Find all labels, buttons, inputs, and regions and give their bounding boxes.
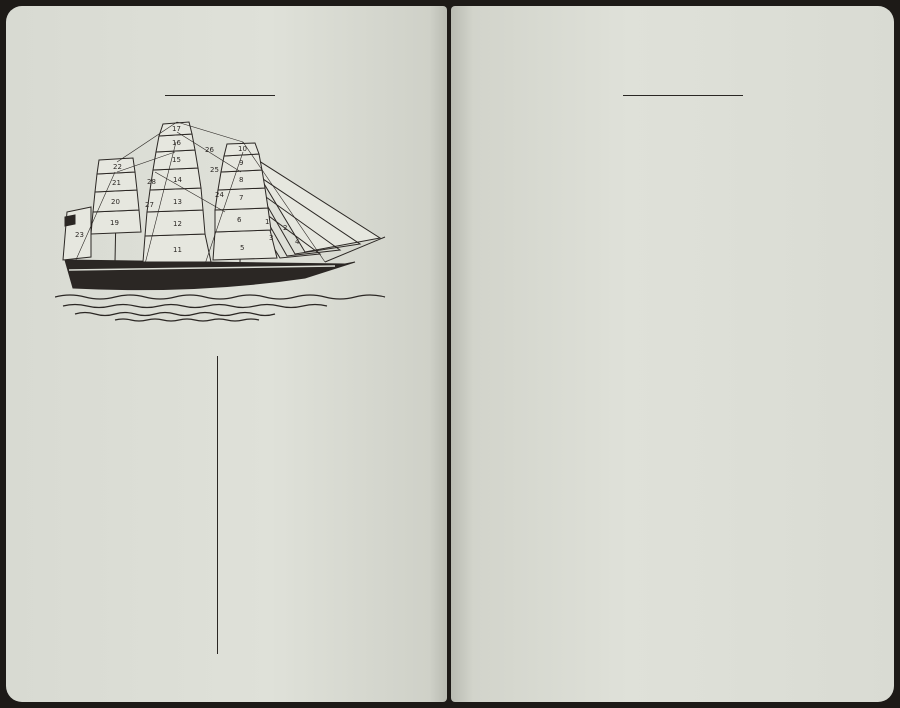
- svg-text:17: 17: [172, 125, 181, 133]
- ship-illustration: [55, 112, 390, 327]
- svg-text:21: 21: [112, 179, 121, 187]
- svg-text:19: 19: [110, 219, 119, 227]
- svg-text:16: 16: [172, 139, 181, 147]
- svg-text:20: 20: [111, 198, 120, 206]
- svg-text:25: 25: [210, 166, 219, 174]
- svg-text:9: 9: [239, 159, 244, 167]
- svg-text:26: 26: [205, 146, 214, 154]
- svg-text:27: 27: [145, 201, 154, 209]
- ship-hull: [65, 260, 355, 290]
- svg-text:5: 5: [240, 244, 245, 252]
- svg-text:11: 11: [173, 246, 182, 254]
- svg-text:15: 15: [172, 156, 181, 164]
- svg-text:1: 1: [265, 218, 270, 226]
- svg-text:13: 13: [173, 198, 182, 206]
- right-page: [451, 6, 894, 702]
- svg-text:28: 28: [147, 178, 156, 186]
- svg-text:2: 2: [283, 224, 288, 232]
- svg-text:14: 14: [173, 176, 182, 184]
- sea-waves: [55, 295, 385, 321]
- title-rule-left: [165, 95, 275, 96]
- svg-text:23: 23: [75, 231, 84, 239]
- title-rule-right: [623, 95, 743, 96]
- column-divider: [217, 356, 218, 654]
- svg-text:22: 22: [113, 163, 122, 171]
- svg-text:7: 7: [239, 194, 244, 202]
- svg-text:24: 24: [215, 191, 224, 199]
- svg-text:12: 12: [173, 220, 182, 228]
- svg-text:6: 6: [237, 216, 242, 224]
- svg-text:3: 3: [269, 234, 274, 242]
- svg-text:8: 8: [239, 176, 244, 184]
- svg-text:4: 4: [295, 238, 300, 246]
- svg-text:10: 10: [238, 145, 247, 153]
- left-page: [6, 6, 447, 702]
